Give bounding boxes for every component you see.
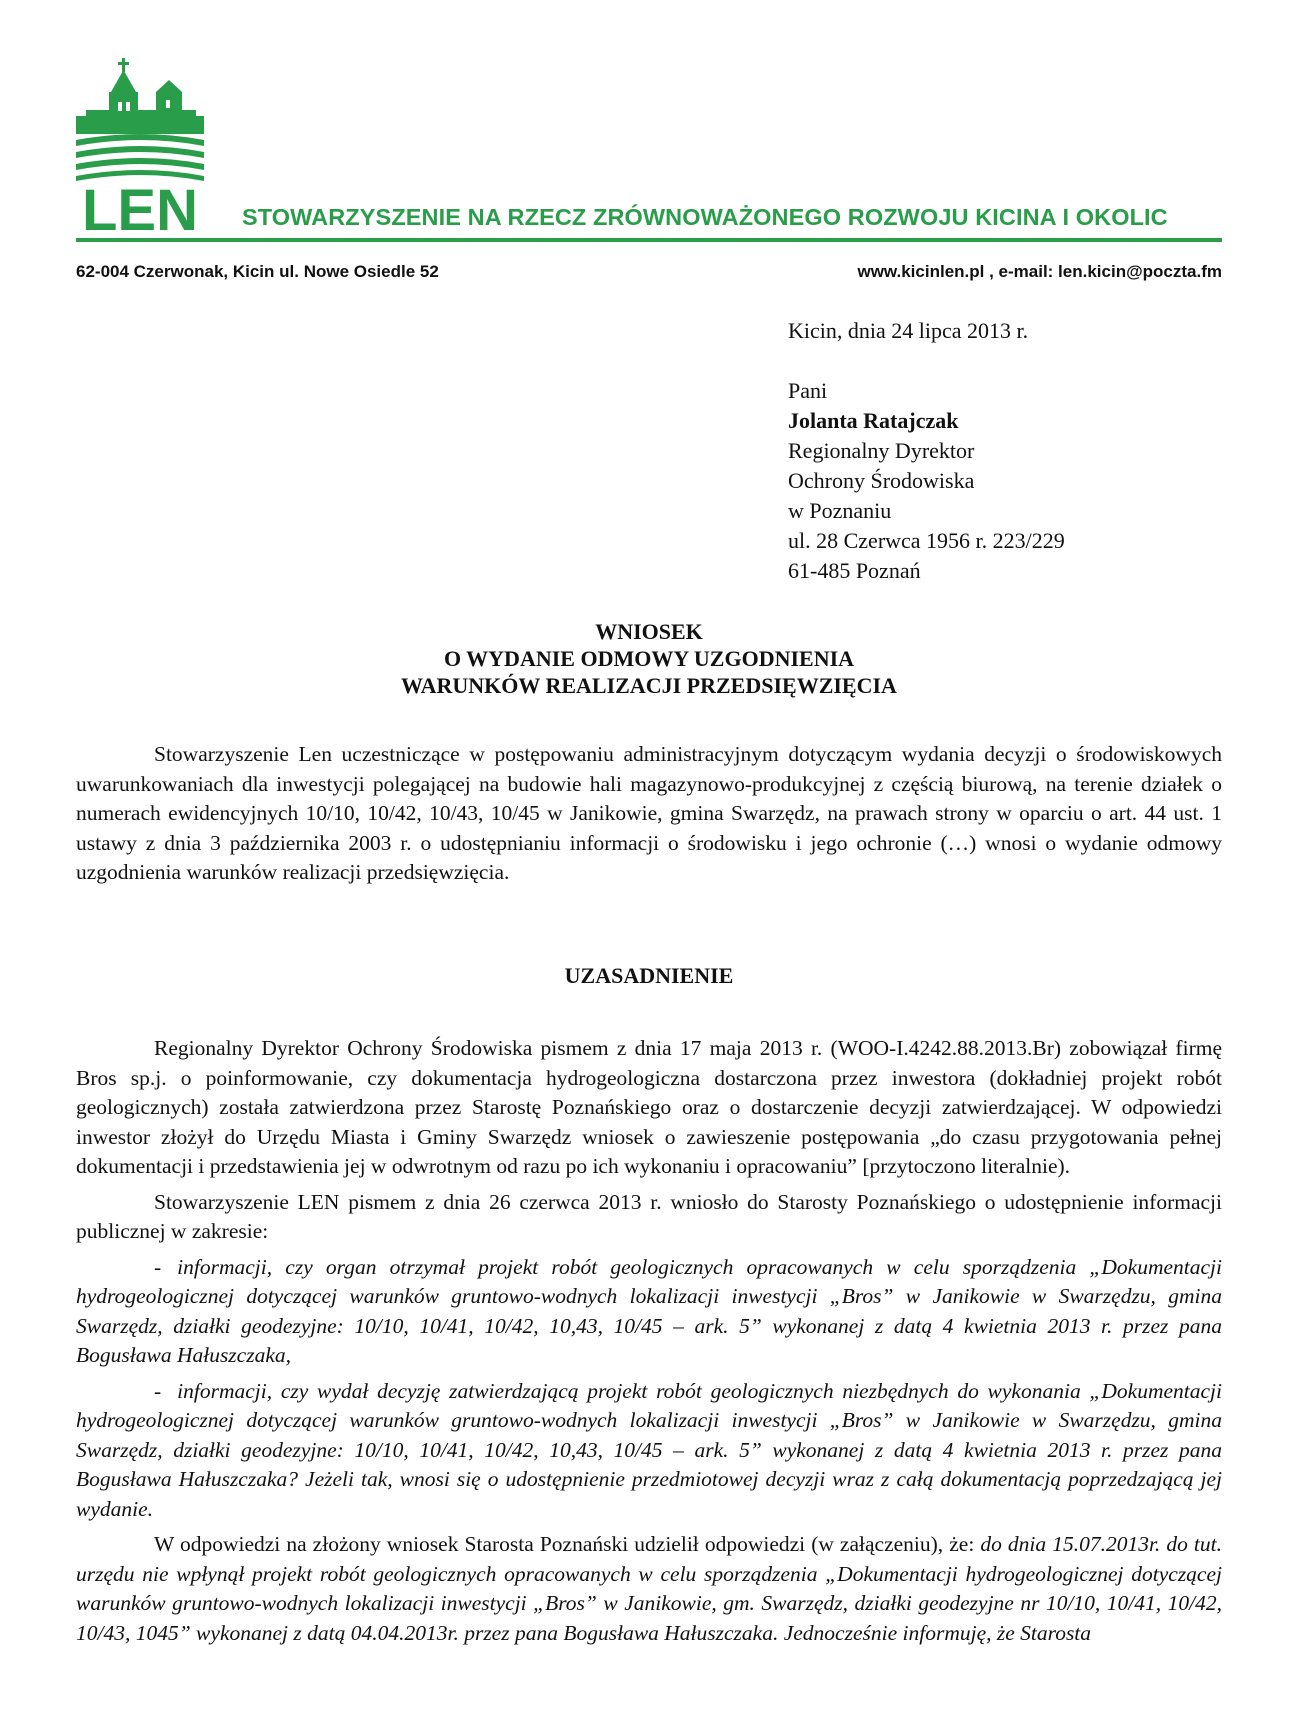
recipient-line: Ochrony Środowiska <box>788 468 975 493</box>
reply-paragraph <box>76 1530 1222 1648</box>
bullet-dash: - <box>154 1378 162 1403</box>
organization-name: STOWARZYSZENIE NA RZECZ ZRÓWNOWAŻONEGO ROZWOJU KICINA I OKOLIC <box>242 204 1168 230</box>
reply-quote: do dnia 15.07.2013r. do tut. urzędu nie wpłynął projekt robót geologicznych opracowanych w celu sporządzenia „Dokumentacji hydrogeologicznej dotyczącej warunków gruntowo-wodnych lokalizacji inwestycji „Bros” w Janikowie, gm. Swarzędz, działki geodezyjne nr 10/10, 10/41, 10/42, 10/43, 1045” wykonanej z datą 04.04.2013r. przez pana Bogusława Hałuszczaka. Jednocześnie informuję, że Starosta <box>76 1532 1222 1645</box>
title-line: WARUNKÓW REALIZACJI PRZEDSIĘWZIĘCIA <box>401 673 897 698</box>
document-title <box>76 618 1222 699</box>
section-heading: UZASADNIENIE <box>564 963 734 988</box>
reply-lead: W odpowiedzi na złożony wniosek Starosta Poznański udzielił odpowiedzi (w załączeniu), że: <box>154 1532 981 1556</box>
title-line: WNIOSEK <box>595 619 703 644</box>
recipient-salutation: Pani <box>788 378 828 403</box>
organization-contact: www.kicinlen.pl , e-mail: len.kicin@poczta.fm <box>857 262 1222 281</box>
recipient-name: Jolanta Ratajczak <box>788 408 959 433</box>
letter-date: Kicin, dnia 24 lipca 2013 r. <box>788 318 1029 343</box>
justification-paragraph: Stowarzyszenie LEN pismem z dnia 26 czerwca 2013 r. wniosło do Starosty Poznańskiego o udostępnienie informacji publicznej w zakresie: <box>76 1189 1222 1243</box>
header-divider <box>76 238 1222 242</box>
recipient-line: Regionalny Dyrektor <box>788 438 975 463</box>
len-logo <box>76 58 204 233</box>
intro-paragraph: Stowarzyszenie Len uczestniczące w postępowaniu administracyjnym dotyczącym wydania decyzji o środowiskowych uwarunkowaniach dla inwestycji polegającej na budowie hali magazynowo-produkcyjnej z częścią biurową, na terenie działek o numerach ewidencyjnych 10/10, 10/42, 10/43, 10/45 w Janikowie, gmina Swarzędz, na prawach strony w oparciu o art. 44 ust. 1 ustawy z dnia 3 października 2003 r. o udostępnianiu informacji o środowisku i jego ochronie (…) wnosi o wydanie odmowy uzgodnienia warunków realizacji przedsięwzięcia. <box>76 742 1222 884</box>
bullet-text: informacji, czy organ otrzymał projekt robót geologicznych opracowanych w celu sporządzenia „Dokumentacji hydrogeologicznej dotyczącej warunków gruntowo-wodnych lokalizacji inwestycji „Bros” w Janikowie w Swarzędzu, gmina Swarzędz, działki geodezyjne: 10/10, 10/41, 10/42, 10,43, 10/45 – ark. 5” wykonanej z datą 4 kwietnia 2013 r. przez pana Bogusława Hałuszczaka, <box>76 1254 1222 1367</box>
justification-paragraph: Regionalny Dyrektor Ochrony Środowiska pismem z dnia 17 maja 2013 r. (WOO-I.4242.88.2013.Br) zobowiązał firmę Bros sp.j. o poinformowanie, czy dokumentacja hydrogeologiczna dostarczona przez inwestora (dokładniej projekt robót geologicznych) została zatwierdzona przez Starostę Poznańskiego oraz o dostarczenie decyzji zatwierdzającej. W odpowiedzi inwestor złożył do Urzędu Miasta i Gminy Swarzędz wniosek o zawieszenie postępowania „do czasu przygotowania pełnej dokumentacji i przedstawienia jej w odwrotnym od razu po ich wykonaniu i opracowaniu” [przytoczono literalnie). <box>76 1036 1222 1178</box>
letterhead <box>0 0 1293 290</box>
recipient-line: ul. 28 Czerwca 1956 r. 223/229 <box>788 528 1065 553</box>
recipient-block <box>788 376 1065 586</box>
intro-section <box>76 740 1222 888</box>
bullet-dash: - <box>154 1254 162 1279</box>
justification-section <box>76 1034 1222 1654</box>
organization-address: 62-004 Czerwonak, Kicin ul. Nowe Osiedle 52 <box>76 262 439 281</box>
request-bullet <box>76 1253 1222 1371</box>
request-bullet <box>76 1377 1222 1525</box>
recipient-line: w Poznaniu <box>788 498 892 523</box>
bullet-text: informacji, czy wydał decyzję zatwierdzającą projekt robót geologicznych niezbędnych do wykonania „Dokumentacji hydrogeologicznej dotyczącej warunków gruntowo-wodnych lokalizacji inwestycji „Bros” w Janikowie w Swarzędzu, gmina Swarzędz, działki geodezyjne: 10/10, 10/41, 10/42, 10,43, 10/45 – ark. 5” wykonanej z datą 4 kwietnia 2013 r. przez pana Bogusława Hałuszczaka? Jeżeli tak, wnosi się o udostępnienie przedmiotowej decyzji wraz z całą dokumentacją poprzedzającą jej wydanie. <box>76 1378 1222 1521</box>
title-line: O WYDANIE ODMOWY UZGODNIENIA <box>443 646 855 671</box>
recipient-line: 61-485 Poznań <box>788 558 921 583</box>
svg-text:LEN: LEN <box>82 178 198 233</box>
